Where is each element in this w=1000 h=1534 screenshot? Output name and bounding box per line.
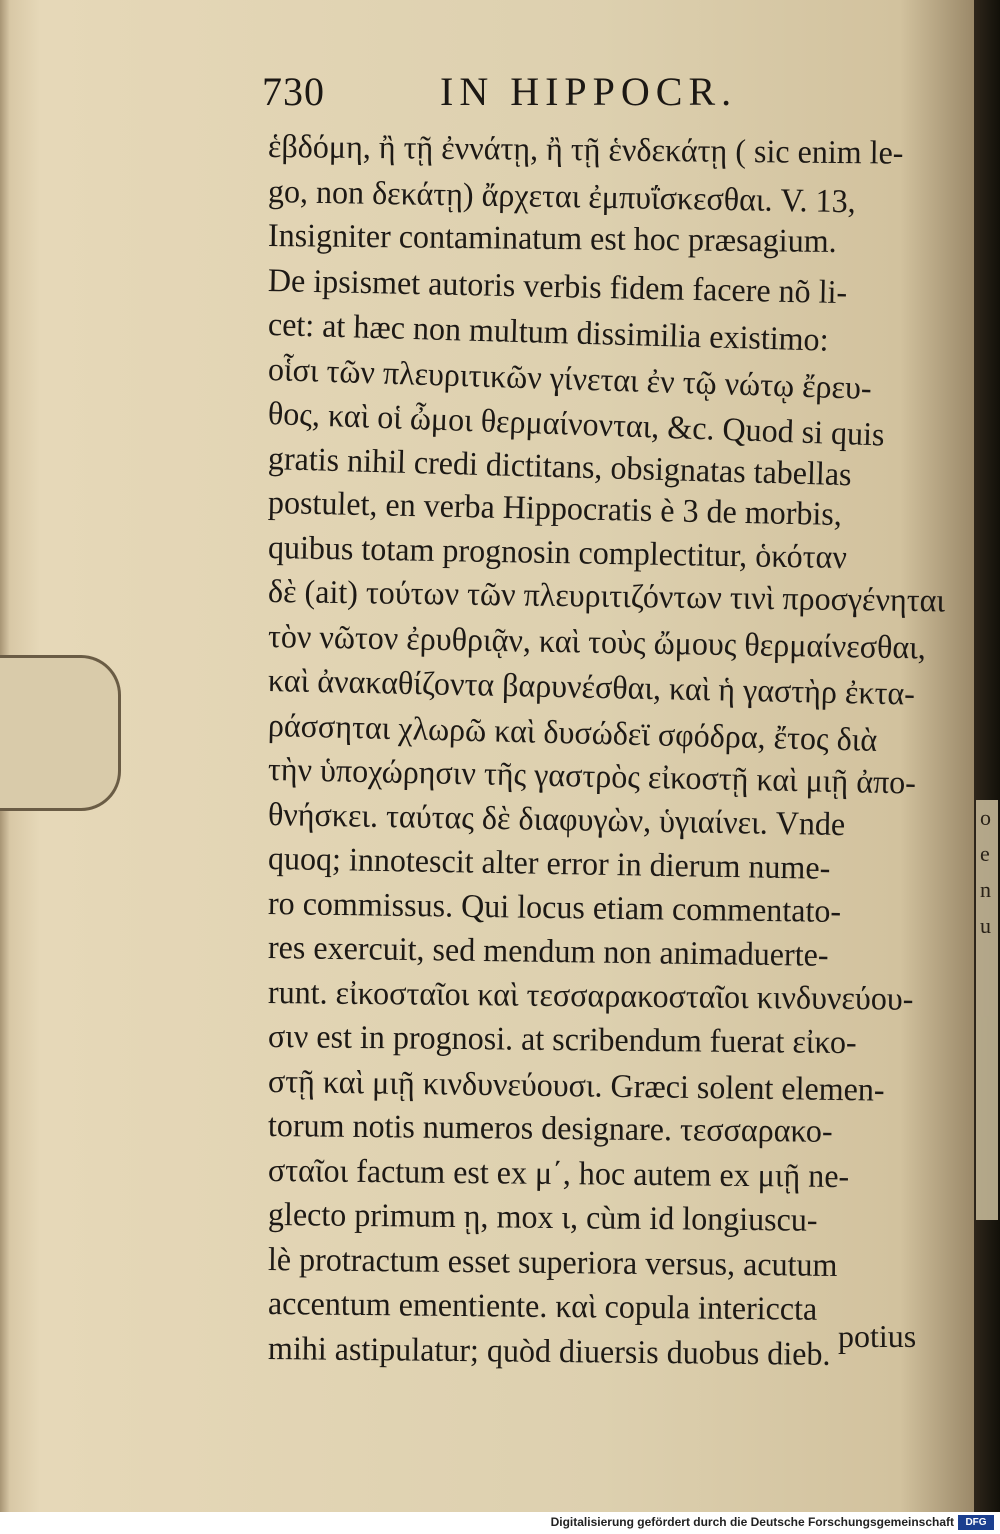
text-line: θος, καὶ οἱ ὦμοι θερμαίνονται, &c. Quod si quis	[267, 396, 886, 454]
text-line: δὲ (ait) τούτων τῶν πλευριτιζόντων τινὶ προσγένηται	[267, 574, 946, 620]
text-line: go, non δεκάτῃ) ἄρχεται ἐμπυΐσκεσθαι. V. 13,	[267, 173, 856, 220]
text-line: glecto primum ῃ, mox ι, cùm id longiuscu-	[267, 1197, 818, 1239]
text-line: lè protractum esset superiora versus, acutum	[267, 1241, 838, 1284]
text-line: runt. εἰκοσταῖοι καὶ τεσσαρακοσταῖοι κινδυνεύου-	[267, 974, 914, 1018]
text-line: τὴν ὑποχώρησιν τῆς γαστρὸς εἰκοστῇ καὶ μιῇ ἀπο-	[267, 752, 917, 802]
text-line: θνήσκει. ταύτας δὲ διαφυγὼν, ὑγιαίνει. Vnde	[267, 796, 846, 843]
text-line: οἷσι τῶν πλευριτικῶν γίνεται ἐν τῷ νώτῳ ἔρευ-	[267, 351, 873, 407]
text-line: quoq; innotescit alter error in dierum nume-	[267, 841, 831, 887]
adjacent-page-fragment: o	[980, 805, 991, 830]
funding-credit: Digitalisierung gefördert durch die Deutsche Forschungsgemeinschaft	[550, 1515, 954, 1529]
text-line: torum notis numeros designare. τεσσαρακο-	[267, 1108, 833, 1150]
text-line: σιν est in prognosi. at scribendum fuerat εἰκο-	[267, 1019, 857, 1062]
text-line: res exercuit, sed mendum non animaduerte-	[267, 930, 829, 974]
text-line: accentum ementiente. καὶ copula intericcta	[267, 1286, 818, 1328]
text-line: τὸν νῶτον ἐρυθριᾷν, καὶ τοὺς ὤμους θερμαίνεσθαι,	[267, 618, 927, 666]
page-number: 730	[262, 69, 325, 114]
text-line: Insigniter contaminatum est hoc præsagium.	[267, 218, 837, 260]
footer-bar	[0, 1512, 1000, 1534]
adjacent-page-strip	[976, 800, 998, 1220]
text-line: quibus totam prognosin complectitur, ὁκόταν	[267, 529, 848, 576]
page-header	[262, 68, 822, 118]
text-line: gratis nihil credi dictitans, obsignatas tabellas	[267, 440, 853, 493]
text-line: καὶ ἀνακαθίζοντα βαρυνέσθαι, καὶ ἡ γαστὴρ ἐκτα-	[267, 663, 916, 713]
adjacent-page-fragment: u	[980, 913, 991, 938]
text-line: ἑβδόμη, ἢ τῇ ἐννάτῃ, ἢ τῇ ἑνδεκάτῃ ( sic enim le-	[267, 129, 904, 172]
text-line: στῇ καὶ μιῇ κινδυνεύουσι. Græci solent elemen-	[267, 1063, 885, 1109]
dfg-logo: DFG	[958, 1515, 994, 1530]
text-line: ράσσηται χλωρῶ καὶ δυσώδεϊ σφόδρα, ἔτος διὰ	[267, 707, 878, 759]
page-tab-marker	[0, 655, 121, 811]
running-head: IN HIPPOCR.	[440, 69, 738, 114]
catchword: potius	[838, 1318, 917, 1354]
text-line: postulet, en verba Hippocratis è 3 de morbis,	[267, 485, 843, 534]
binding-edge	[974, 0, 1000, 1534]
body-text	[268, 125, 968, 1371]
text-line: σταῖοι factum est ex μ΄, hoc autem ex μιῇ ne-	[267, 1152, 850, 1195]
text-line: De ipsismet autoris verbis fidem facere nõ li-	[267, 262, 848, 311]
text-line: cet: at hæc non multum dissimilia existimo:	[267, 307, 829, 359]
adjacent-page-fragment: e	[980, 841, 990, 866]
adjacent-page-fragment: n	[980, 877, 991, 902]
text-line: mihi astipulatur; quòd diuersis duobus dieb.	[267, 1330, 831, 1373]
text-line: ro commissus. Qui locus etiam commentato-	[267, 885, 842, 930]
